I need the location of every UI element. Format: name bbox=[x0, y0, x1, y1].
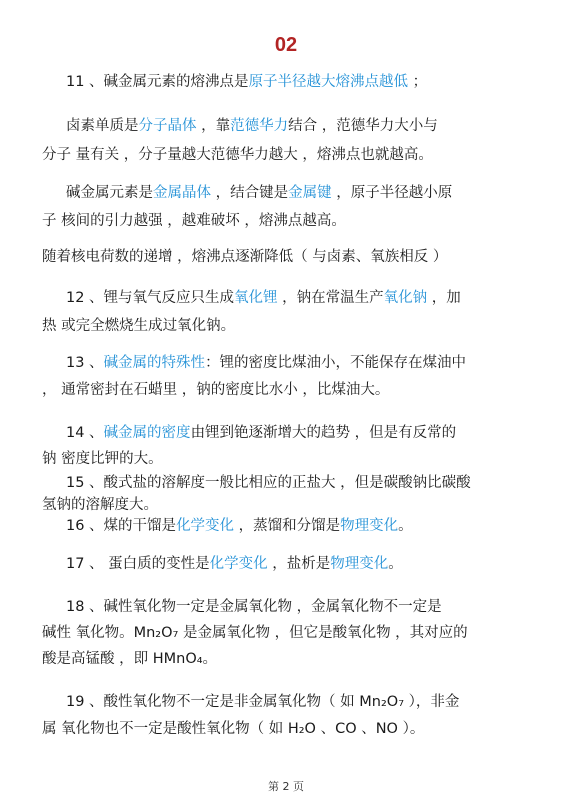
text-line bbox=[42, 649, 542, 669]
text-line bbox=[42, 449, 542, 469]
text-line bbox=[42, 211, 542, 231]
text-segment: ，钠在常温生产 bbox=[277, 290, 384, 306]
text-segment: 氢钠的溶解度大。 bbox=[42, 497, 158, 513]
text-segment: 由锂到铯逐渐增大的趋势 ，但是有反常的 bbox=[190, 425, 457, 441]
text-line bbox=[42, 316, 542, 336]
highlight-term: 范德华力 bbox=[230, 118, 289, 134]
text-segment: ， 通常密封在石蜡里 ，钠的密度比水小 ，比煤油大。 bbox=[42, 382, 390, 398]
text-segment: 15 、酸式盐的溶解度一般比相应的正盐大 ，但是碳酸钠比碳酸 bbox=[66, 475, 471, 491]
text-line bbox=[42, 247, 542, 267]
text-segment: 随着核电荷数的递增 ，熔沸点逐渐降低（ 与卤素、氧族相反 ） bbox=[42, 249, 448, 265]
text-segment: ； bbox=[408, 74, 428, 90]
highlight-term: 分子晶体 bbox=[138, 118, 197, 134]
highlight-term: 碱金属的特殊性 bbox=[103, 355, 206, 371]
text-line bbox=[66, 692, 566, 712]
text-segment: 16 、煤的干馏是 bbox=[66, 518, 177, 534]
text-segment: 17 、 蛋白质的变性是 bbox=[66, 556, 210, 572]
text-line bbox=[42, 145, 542, 165]
text-segment: 酸是高锰酸 ，即 HMnO₄。 bbox=[42, 651, 218, 667]
text-segment: 钠 密度比钾的大。 bbox=[42, 451, 163, 467]
highlight-term: 碱金属的密度 bbox=[103, 425, 191, 441]
text-segment: 卤素单质是 bbox=[66, 118, 139, 134]
text-line bbox=[66, 353, 566, 373]
text-segment: 。 bbox=[398, 518, 413, 534]
text-line bbox=[66, 597, 566, 617]
text-line bbox=[66, 554, 566, 574]
text-segment: 。 bbox=[388, 556, 403, 572]
text-line bbox=[42, 495, 542, 515]
text-line bbox=[42, 380, 542, 400]
text-segment: 结合 ，范德华力大小与 bbox=[288, 118, 438, 134]
text-segment: 19 、酸性氧化物不一定是非金属氧化物（ 如 Mn₂O₇ ），非金 bbox=[66, 694, 460, 710]
highlight-term: 氧化锂 bbox=[234, 290, 278, 306]
highlight-term: 氧化钠 bbox=[383, 290, 428, 306]
highlight-term: 金属晶体 bbox=[153, 185, 211, 201]
text-line bbox=[42, 719, 542, 739]
text-segment: 13 、 bbox=[66, 355, 104, 371]
text-segment: 12 、锂与氧气反应只生成 bbox=[66, 290, 235, 306]
text-line bbox=[66, 183, 566, 203]
highlight-term: 物理变化 bbox=[330, 556, 389, 572]
text-segment: ：锂的密度比煤油小，不能保存在煤油中 bbox=[205, 355, 467, 371]
text-segment: 碱性 氧化物。Mn₂O₇ 是金属氧化物 ，但它是酸氧化物 ，其对应的 bbox=[42, 625, 468, 641]
text-segment: 碱金属元素是 bbox=[66, 185, 153, 201]
text-line bbox=[66, 423, 566, 443]
text-segment: 11 、碱金属元素的熔沸点是 bbox=[66, 74, 249, 90]
text-segment: ，盐析是 bbox=[267, 556, 331, 572]
highlight-term: 化学变化 bbox=[176, 518, 235, 534]
text-line bbox=[66, 516, 566, 536]
text-line bbox=[66, 72, 566, 92]
highlight-term: 原子半径越大熔沸点越低 bbox=[248, 74, 409, 90]
page-title: 02 bbox=[274, 34, 298, 56]
text-segment: ，结合键是 bbox=[211, 185, 289, 201]
highlight-term: 物理变化 bbox=[340, 518, 399, 534]
text-segment: ，靠 bbox=[196, 118, 231, 134]
text-segment: 分子 量有关 ，分子量越大范德华力越大 ，熔沸点也就越高。 bbox=[42, 147, 433, 163]
highlight-term: 化学变化 bbox=[209, 556, 268, 572]
text-line bbox=[66, 473, 566, 493]
text-line bbox=[66, 288, 566, 308]
text-segment: ，蒸馏和分馏是 bbox=[234, 518, 341, 534]
page-number: 第 2 页 bbox=[268, 780, 304, 793]
text-segment: ，加 bbox=[427, 290, 461, 306]
text-segment: 14 、 bbox=[66, 425, 104, 441]
text-line bbox=[66, 116, 566, 136]
text-segment: 子 核间的引力越强 ，越难破坏 ，熔沸点越高。 bbox=[42, 213, 346, 229]
text-segment: 属 氧化物也不一定是酸性氧化物（ 如 H₂O 、CO 、NO ）。 bbox=[42, 721, 425, 737]
text-segment: 18 、碱性氧化物一定是金属氧化物 ，金属氧化物不一定是 bbox=[66, 599, 442, 615]
highlight-term: 金属键 bbox=[288, 185, 332, 201]
text-segment: 热 或完全燃烧生成过氧化钠。 bbox=[42, 318, 236, 334]
text-line bbox=[42, 623, 542, 643]
text-segment: ，原子半径越小原 bbox=[331, 185, 453, 201]
